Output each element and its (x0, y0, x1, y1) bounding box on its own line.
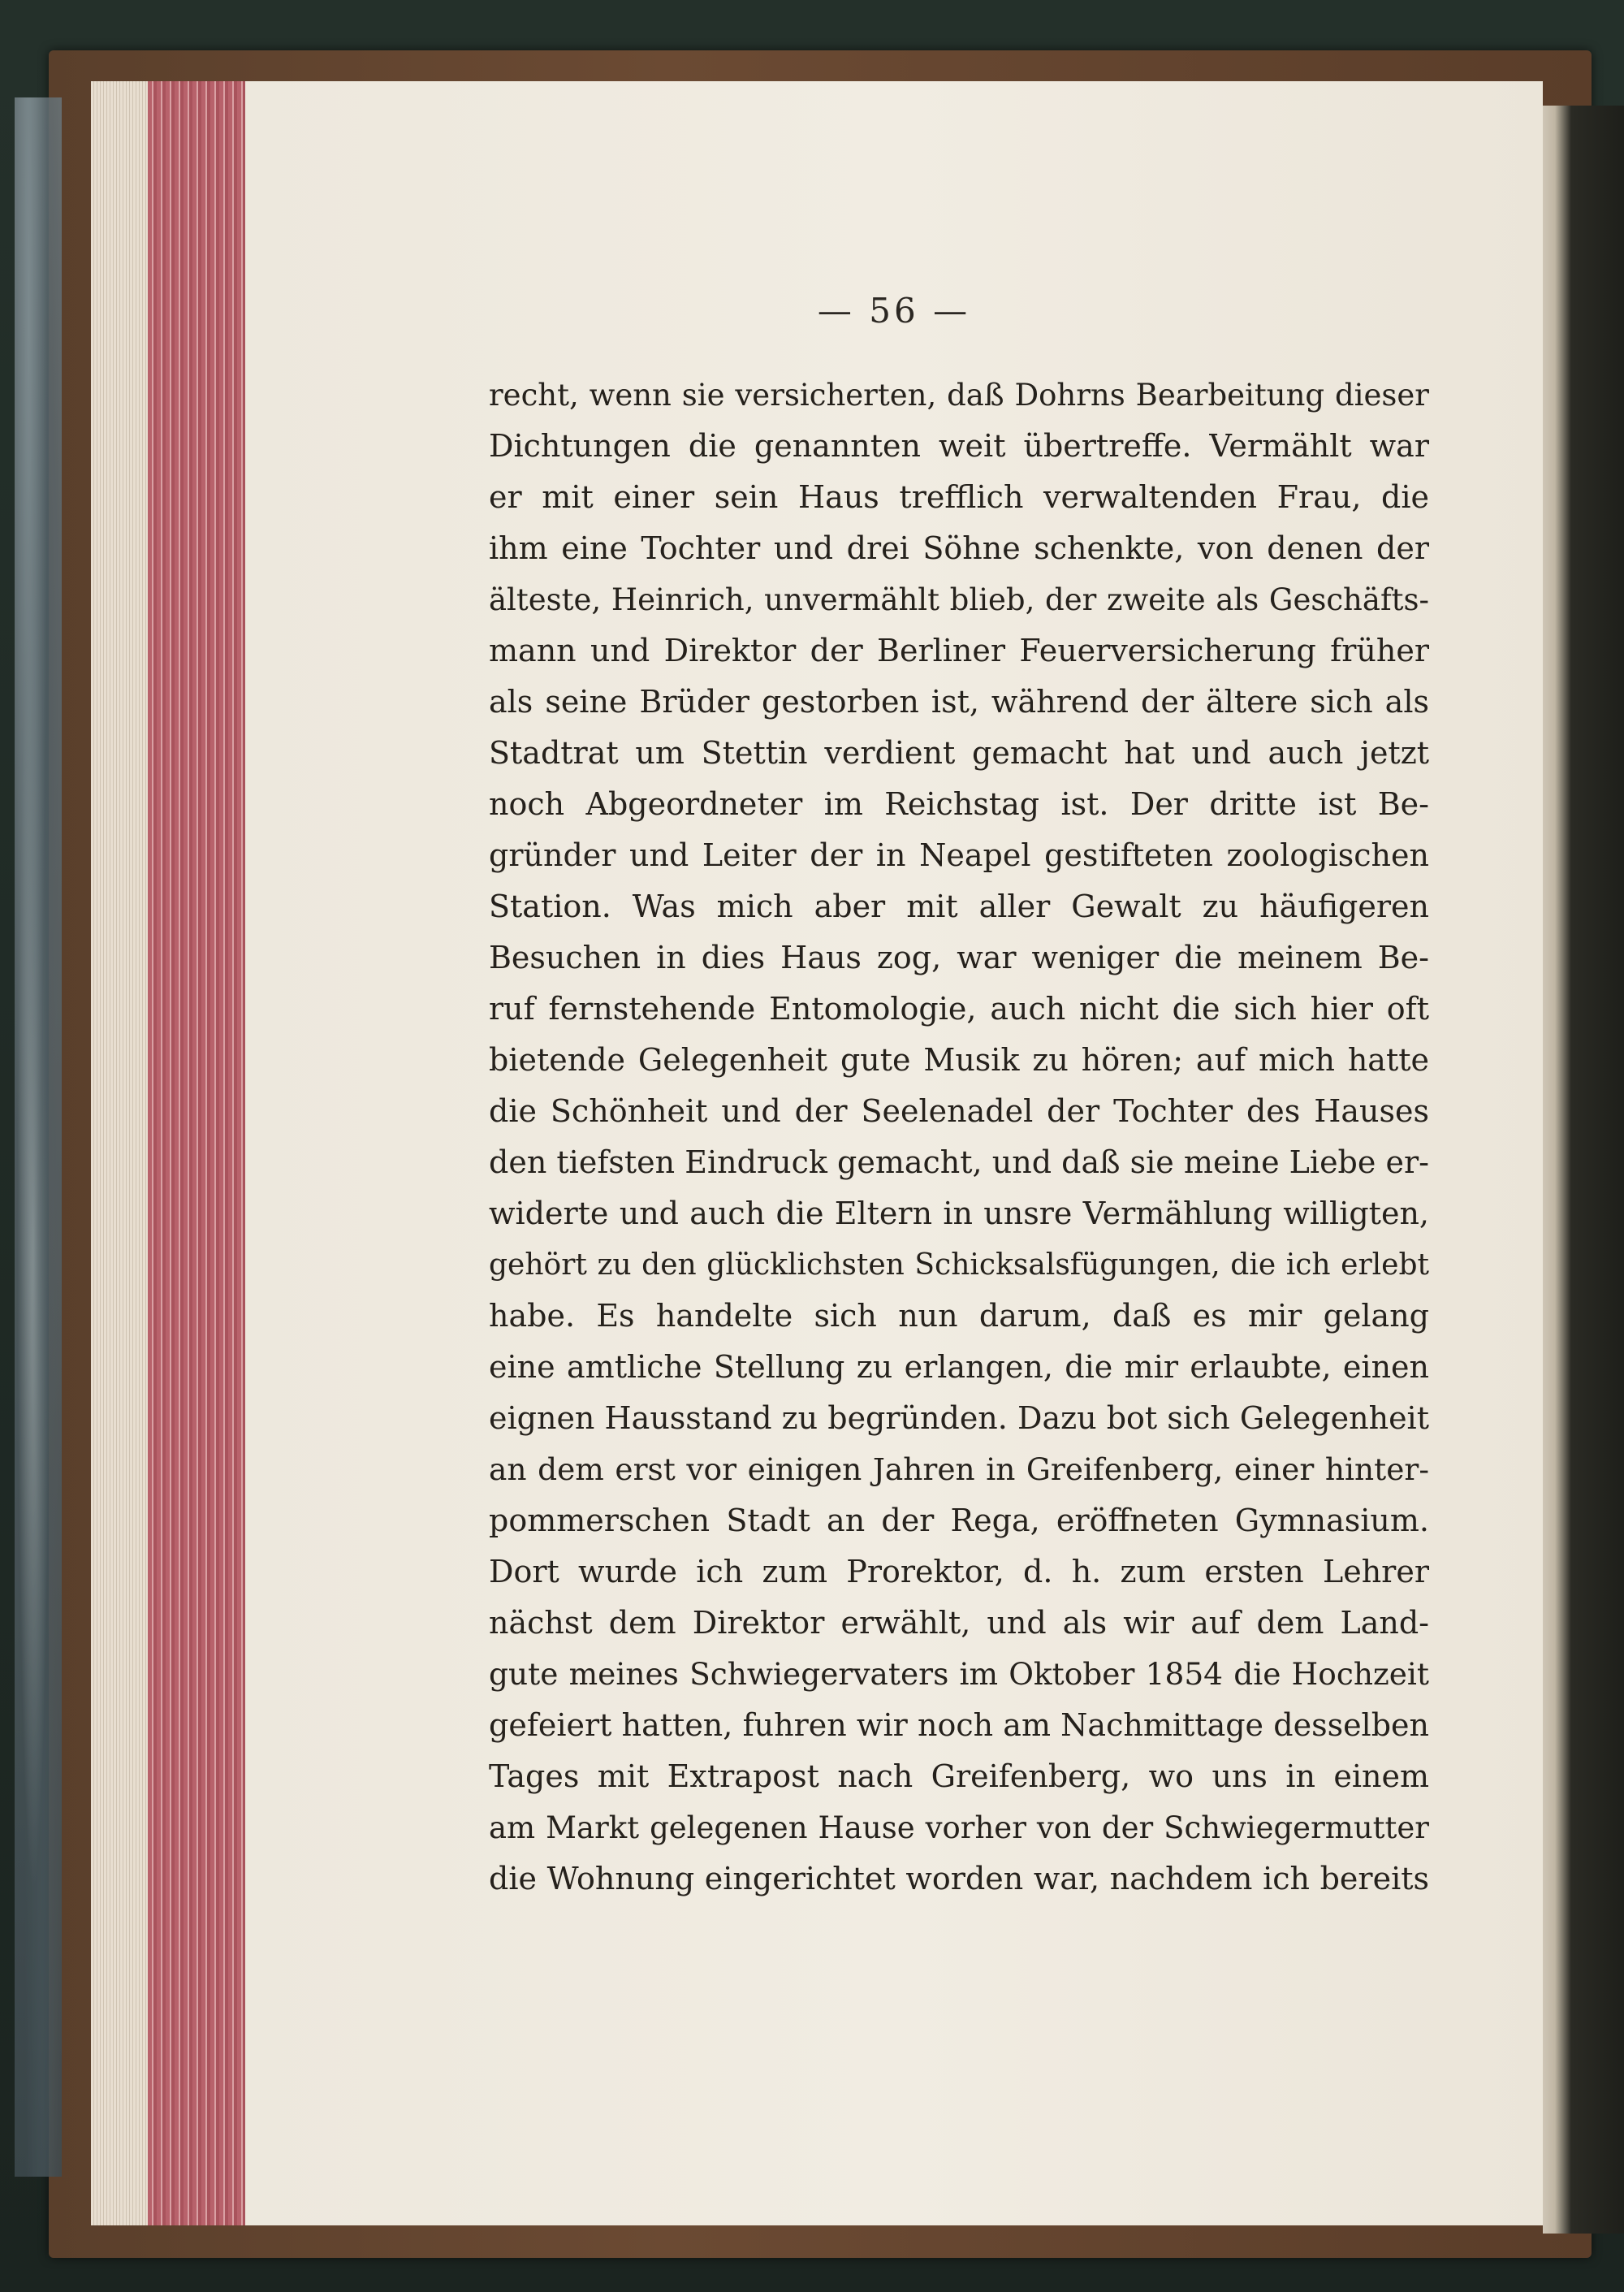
text-line: mann und Direktor der Berliner Feuerversicherung früher (489, 633, 1429, 668)
text-line: habe. Es handelte sich nun darum, daß es mir gelang (489, 1298, 1429, 1334)
text-line: Dichtungen die genannten weit übertreffe. Vermählt war (489, 428, 1429, 464)
text-line: recht, wenn sie versicherten, daß Dohrns Bearbeitung dieser (489, 378, 1429, 413)
text-line: älteste, Heinrich, unvermählt blieb, der zweite als Geschäfts- (489, 582, 1429, 617)
text-line: ruf fernstehende Entomologie, auch nicht die sich hier oft (489, 991, 1429, 1027)
text-line: die Schönheit und der Seelenadel der Tochter des Hauses (489, 1093, 1429, 1129)
text-line: an dem erst vor einigen Jahren in Greifenberg, einer hinter- (489, 1451, 1429, 1487)
text-line: nächst dem Direktor erwählt, und als wir auf dem Land- (489, 1605, 1429, 1641)
text-line: ihm eine Tochter und drei Söhne schenkte, von denen der (489, 530, 1429, 566)
facing-page-edge (1543, 106, 1624, 2234)
text-line: gute meines Schwiegervaters im Oktober 1854 die Hochzeit (489, 1656, 1429, 1692)
text-line: noch Abgeordneter im Reichstag ist. Der dritte ist Be- (489, 786, 1429, 822)
page-edges (91, 81, 148, 2225)
text-line: gründer und Leiter der in Neapel gestifteten zoologischen (489, 837, 1429, 873)
text-line: Besuchen in dies Haus zog, war weniger die meinem Be- (489, 940, 1429, 975)
text-line: Stadtrat um Stettin verdient gemacht hat und auch jetzt (489, 735, 1429, 771)
text-line: eine amtliche Stellung zu erlangen, die mir erlaubte, einen (489, 1349, 1429, 1385)
text-line: er mit einer sein Haus trefflich verwaltenden Frau, die (489, 479, 1429, 515)
text-line: Dort wurde ich zum Prorektor, d. h. zum ersten Lehrer (489, 1554, 1429, 1589)
text-line: den tiefsten Eindruck gemacht, und daß sie meine Liebe er- (489, 1144, 1429, 1180)
text-line: bietende Gelegenheit gute Musik zu hören; auf mich hatte (489, 1042, 1429, 1078)
text-line: gefeiert hatten, fuhren wir noch am Nachmittage desselben (489, 1707, 1429, 1743)
text-line: als seine Brüder gestorben ist, während der ältere sich als (489, 684, 1429, 720)
text-line: pommerschen Stadt an der Rega, eröffneten Gymnasium. (489, 1503, 1429, 1538)
text-line: Station. Was mich aber mit aller Gewalt zu häufigeren (489, 889, 1429, 924)
text-line: am Markt gelegenen Hause vorher von der Schwiegermutter (489, 1810, 1429, 1845)
text-line: die Wohnung eingerichtet worden war, nachdem ich bereits (489, 1861, 1429, 1896)
text-line: gehört zu den glücklichsten Schicksalsfügungen, die ich erlebt (489, 1248, 1429, 1282)
book-page (245, 81, 1543, 2225)
page-number: — 56 — (817, 291, 971, 331)
text-line: eignen Hausstand zu begründen. Dazu bot sich Gelegenheit (489, 1400, 1429, 1436)
red-page-edge (148, 81, 245, 2225)
text-line: widerte und auch die Eltern in unsre Vermählung willigten, (489, 1196, 1429, 1231)
text-line: Tages mit Extrapost nach Greifenberg, wo uns in einem (489, 1758, 1429, 1794)
body-text (489, 370, 1429, 1905)
marbled-board (15, 97, 62, 2177)
